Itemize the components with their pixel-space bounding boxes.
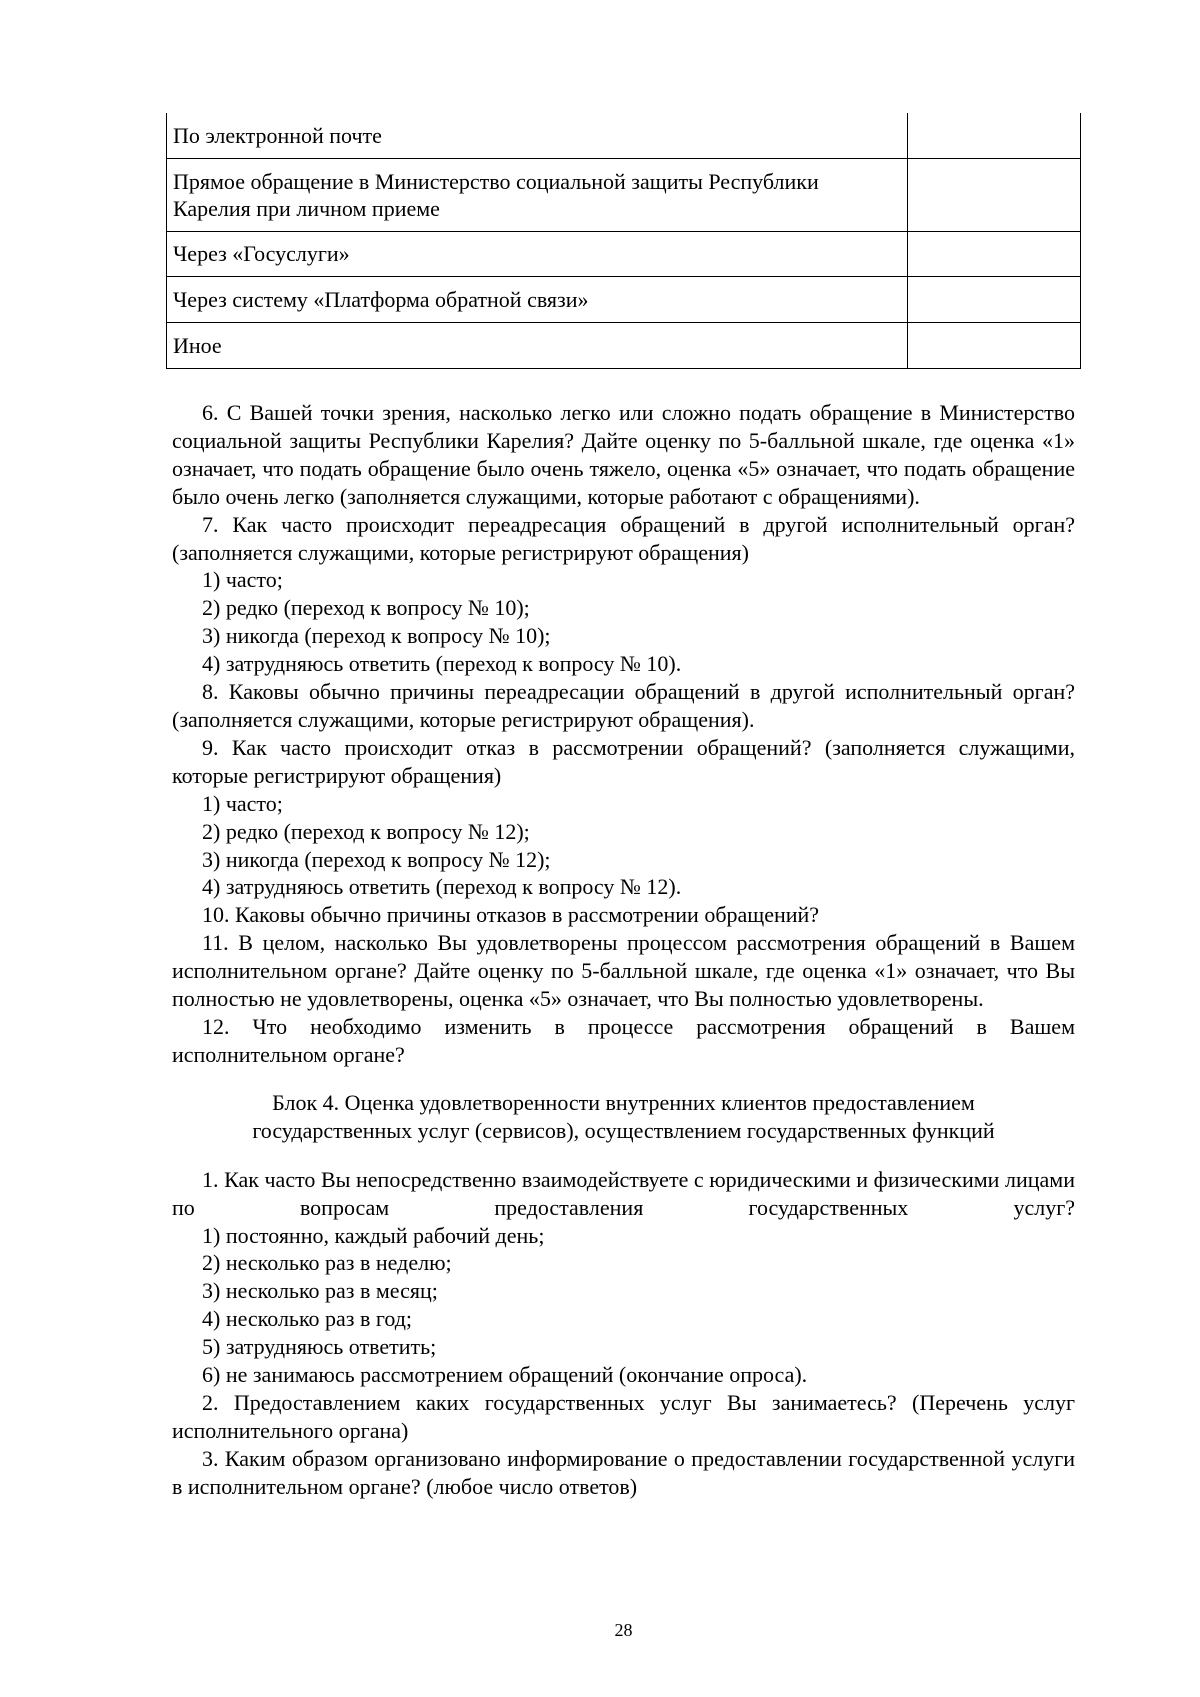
body-text: [172, 399, 1075, 1501]
question-7-option: 4) затрудняюсь ответить (переход к вопросу № 10).: [202, 651, 682, 677]
block-4-question-1-option: 4) несколько раз в год;: [202, 1306, 413, 1332]
table-row-label: По электронной почте: [167, 113, 908, 158]
question-9-option: 2) редко (переход к вопросу № 12);: [202, 818, 530, 844]
question-8: 8. Каковы обычно причины переадресации обращений в другой исполнительный орган? (заполняется служащими, которые регистрируют обращения).: [172, 679, 1075, 732]
block-4-heading-line-1: Блок 4. Оценка удовлетворенности внутренних клиентов предоставлением: [272, 1089, 975, 1115]
question-6: 6. С Вашей точки зрения, насколько легко или сложно подать обращение в Министерство социальной защиты Республики Карелия? Дайте оценку по 5-балльной шкале, где оценка «1» означает, что подать обращение было очень тяжело, оценка «5» означает, что подать обращение было очень легко (заполняется служащими, которые работают с обращениями).: [172, 400, 1075, 509]
block-4-question-1-option: 2) несколько раз в неделю;: [202, 1250, 452, 1276]
block-4-question-2: 2. Предоставлением каких государственных услуг Вы занимаетесь? (Перечень услуг исполнительного органа): [172, 1390, 1075, 1443]
question-7-option: 1) часто;: [202, 567, 283, 593]
block-4-question-1-option: 3) несколько раз в месяц;: [202, 1278, 438, 1304]
block-4-question-3: 3. Каким образом организовано информирование о предоставлении государственной услуги в исполнительном органе? (любое число ответов): [172, 1445, 1075, 1499]
table-row-mark-cell: [908, 113, 1081, 158]
block-4-question-1-option: 6) не занимаюсь рассмотрением обращений (окончание опроса).: [202, 1362, 808, 1388]
question-7-option: 2) редко (переход к вопросу № 10);: [202, 595, 530, 621]
question-7: 7. Как часто происходит переадресация обращений в другой исполнительный орган? (заполняется служащими, которые регистрируют обращения): [172, 511, 1075, 565]
question-9-option: 4) затрудняюсь ответить (переход к вопросу № 12).: [202, 874, 682, 900]
table-row-mark-cell: [908, 231, 1081, 276]
table-row-mark-cell: [908, 322, 1081, 368]
question-11: 11. В целом, насколько Вы удовлетворены процессом рассмотрения обращений в Вашем исполнительном органе? Дайте оценку по 5-балльной шкале, где оценка «1» означает, что Вы полностью не удовлетворены, оценка «5» означает, что Вы полностью удовлетворены.: [172, 930, 1075, 1012]
question-9-option: 1) часто;: [202, 790, 283, 816]
question-10: 10. Каковы обычно причины отказов в рассмотрении обращений?: [202, 902, 820, 928]
question-9-option: 3) никогда (переход к вопросу № 12);: [202, 846, 551, 872]
answer-options-table: [166, 113, 1081, 369]
question-9: 9. Как часто происходит отказ в рассмотрении обращений? (заполняется служащими, которые регистрируют обращения): [172, 734, 1075, 788]
block-4-question-1-option: 1) постоянно, каждый рабочий день;: [202, 1222, 545, 1248]
table-row: [167, 158, 1081, 231]
table-row: [167, 231, 1081, 276]
block-4-question-1-option: 5) затрудняюсь ответить;: [202, 1334, 437, 1360]
table-row: [167, 276, 1081, 322]
page-number: 28: [614, 1620, 633, 1640]
question-12: 12. Что необходимо изменить в процессе рассмотрения обращений в Вашем исполнительном органе?: [172, 1013, 1075, 1067]
table-row: [167, 113, 1081, 158]
table-row-label: Прямое обращение в Министерство социальной защиты Республики Карелия при личном приеме: [167, 158, 908, 231]
table-row-label: Через систему «Платформа обратной связи»: [167, 276, 908, 322]
block-4-question-1: 1. Как часто Вы непосредственно взаимодействуете с юридическими и физическими лицами по вопросам предоставления государственных услуг?: [172, 1166, 1075, 1220]
question-7-option: 3) никогда (переход к вопросу № 10);: [202, 623, 551, 649]
table-row-label: Через «Госуслуги»: [167, 231, 908, 276]
table-row: [167, 322, 1081, 368]
table-row-label: Иное: [167, 322, 908, 368]
table-row-mark-cell: [908, 158, 1081, 231]
table-row-mark-cell: [908, 276, 1081, 322]
block-4-heading: [172, 1089, 1075, 1145]
block-4-heading-line-2: государственных услуг (сервисов), осуществлением государственных функций: [252, 1117, 995, 1143]
